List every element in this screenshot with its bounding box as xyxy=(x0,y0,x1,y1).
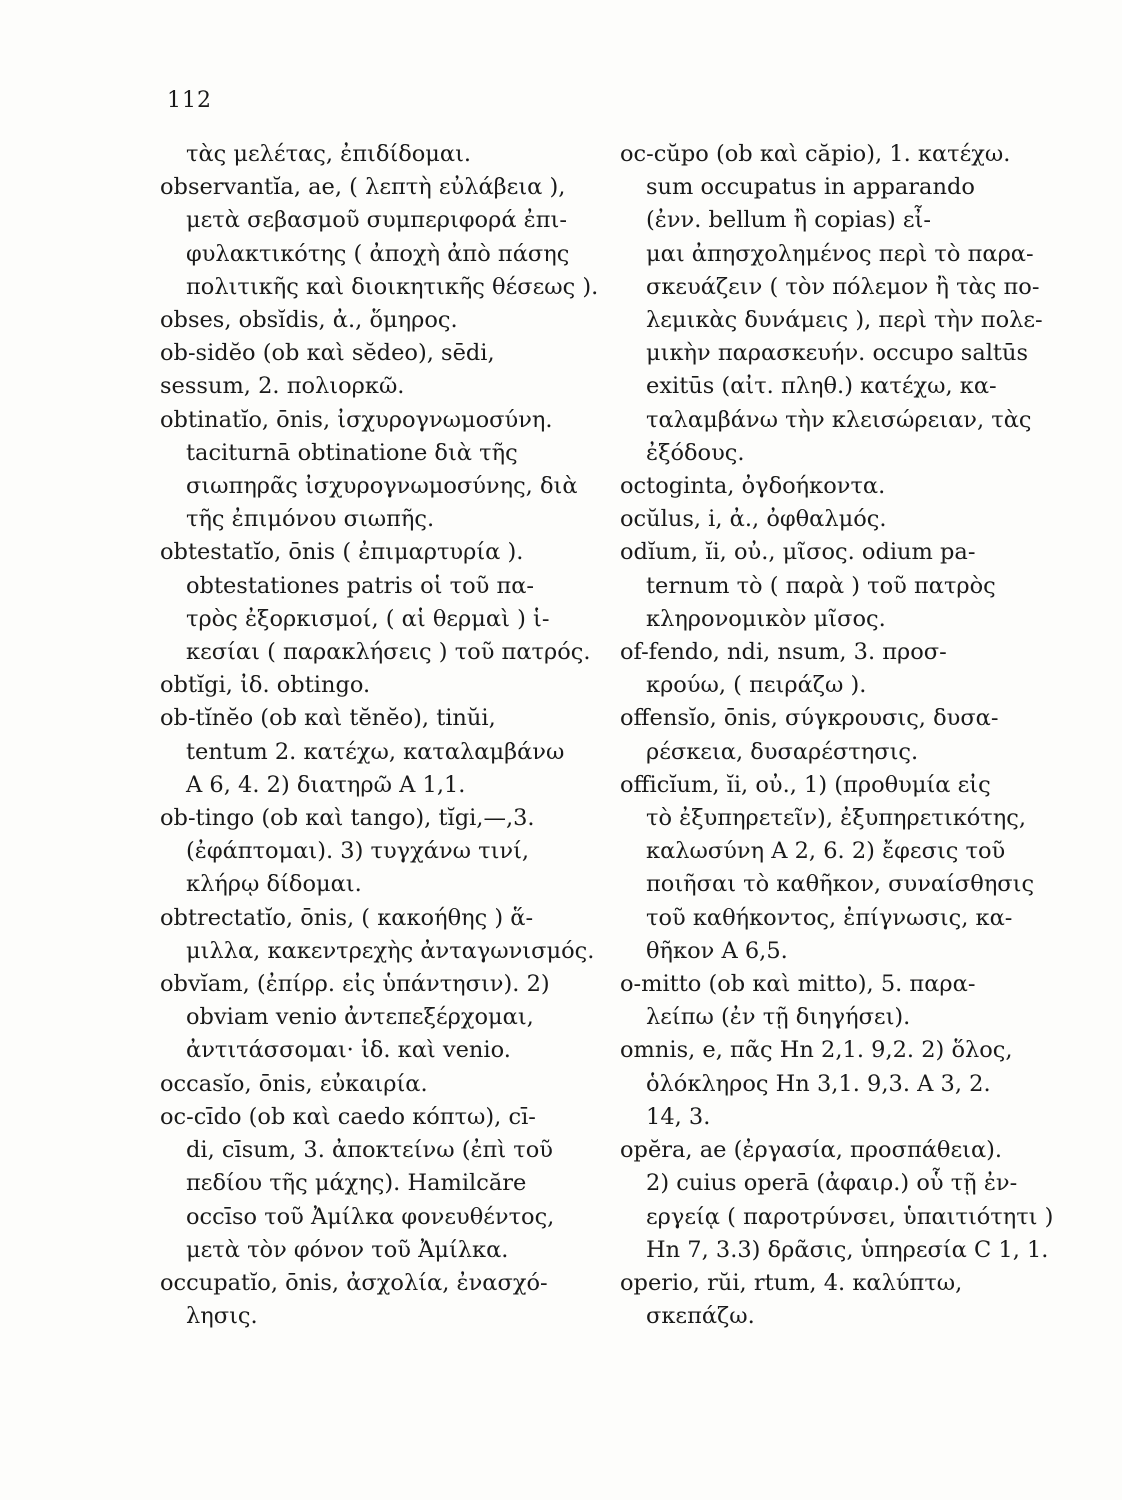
dictionary-line: A 6, 4. 2) διατηρῶ A 1,1. xyxy=(186,771,466,798)
dictionary-line: obtĭgi, ἰδ. obtingo. xyxy=(160,672,371,699)
dictionary-line: λείπω (ἐν τῇ διηγήσει). xyxy=(646,1004,911,1031)
dictionary-line: observantĭa, ae, ( λεπτὴ εὐλάβεια ), xyxy=(160,174,566,201)
dictionary-line: κλήρῳ δίδομαι. xyxy=(186,871,362,898)
dictionary-line: occīso τοῦ Ἀμίλκα φονευθέντος, xyxy=(186,1203,555,1230)
dictionary-line: ob-tĭnĕo (ob καὶ tĕnĕo), tinŭi, xyxy=(160,705,496,732)
dictionary-line: ὁλόκληρος Hn 3,1. 9,3. A 3, 2. xyxy=(646,1070,991,1097)
dictionary-line: ocŭlus, i, ἀ., ὀφθαλμός. xyxy=(620,506,887,533)
dictionary-line: κρούω, ( πειράζω ). xyxy=(646,672,867,699)
dictionary-line: occasĭo, ōnis, εὐκαιρία. xyxy=(160,1070,428,1097)
dictionary-line: operio, rŭi, rtum, 4. καλύπτω, xyxy=(620,1269,963,1296)
dictionary-line: μικὴν παρασκευήν. occupo saltūs xyxy=(646,340,1029,367)
dictionary-line: καλωσύνη A 2, 6. 2) ἔφεσις τοῦ xyxy=(646,838,1006,865)
dictionary-line: sessum, 2. πολιορκῶ. xyxy=(160,373,405,400)
dictionary-line: occupatĭo, ōnis, ἀσχολία, ἐνασχό- xyxy=(160,1269,548,1296)
dictionary-line: μαι ἀπησχολημένος περὶ τὸ παρα- xyxy=(646,240,1034,267)
dictionary-line: λεμικὰς δυνάμεις ), περὶ τὴν πολε- xyxy=(646,307,1043,334)
dictionary-line: di, cīsum, 3. ἀποκτείνω (ἐπὶ τοῦ xyxy=(186,1137,553,1164)
dictionary-line: ρέσκεια, δυσαρέστησις. xyxy=(646,738,919,765)
dictionary-line: μιλλα, κακεντρεχὴς ἀνταγωνισμός. xyxy=(186,937,595,964)
dictionary-line: μετὰ σεβασμοῦ συμπεριφορά ἐπι- xyxy=(186,207,567,234)
dictionary-line: obtestatĭo, ōnis ( ἐπιμαρτυρία ). xyxy=(160,539,524,566)
dictionary-line: τοῦ καθήκοντος, ἐπίγνωσις, κα- xyxy=(646,904,1013,931)
dictionary-line: σιωπηρᾶς ἰσχυρογνωμοσύνης, διὰ xyxy=(186,473,578,500)
dictionary-line: ποιῆσαι τὸ καθῆκον, συναίσθησις xyxy=(646,871,1035,898)
dictionary-line: opĕra, ae (ἐργασία, προσπάθεια). xyxy=(620,1137,1003,1164)
dictionary-line: ἐξόδους. xyxy=(646,439,745,466)
dictionary-line: πολιτικῆς καὶ διοικητικῆς θέσεως ). xyxy=(186,273,599,300)
dictionary-line: sum occupatus in apparando xyxy=(646,174,975,201)
dictionary-line: obviam venio ἀντεπεξέρχομαι, xyxy=(186,1004,534,1031)
dictionary-line: obvĭam, (ἐπίρρ. εἰς ὑπάντησιν). 2) xyxy=(160,971,550,998)
right-column xyxy=(620,138,1090,1333)
dictionary-line: ob-tingo (ob καὶ tango), tĭgi,—,3. xyxy=(160,805,535,832)
dictionary-line: 2) cuius operā (ἀφαιρ.) οὗ τῇ ἐν- xyxy=(646,1170,1018,1197)
dictionary-line: μετὰ τὸν φόνον τοῦ Ἀμίλκα. xyxy=(186,1236,509,1263)
dictionary-line: offensĭo, ōnis, σύγκρουσις, δυσα- xyxy=(620,705,999,732)
dictionary-line: obses, obsĭdis, ἀ., ὅμηρος. xyxy=(160,307,458,334)
dictionary-line: κεσίαι ( παρακλήσεις ) τοῦ πατρός. xyxy=(186,639,591,666)
dictionary-line: Hn 7, 3.3) δρᾶσις, ὑπηρεσία C 1, 1. xyxy=(646,1236,1049,1263)
dictionary-line: (ἐνν. bellum ἢ copias) εἶ- xyxy=(646,207,931,234)
dictionary-line: taciturnā obtinatione διὰ τῆς xyxy=(186,439,518,466)
dictionary-line: (ἐφάπτομαι). 3) τυγχάνω τινί, xyxy=(186,838,530,865)
dictionary-line: octoginta, ὀγδοήκοντα. xyxy=(620,473,886,500)
dictionary-line: oc-cŭpo (ob καὶ căpio), 1. κατέχω. xyxy=(620,141,1011,167)
dictionary-line: φυλακτικότης ( ἀποχὴ ἀπὸ πάσης xyxy=(186,240,570,267)
dictionary-line: omnis, e, πᾶς Hn 2,1. 9,2. 2) ὅλος, xyxy=(620,1037,1013,1064)
dictionary-line: oc-cīdo (ob καὶ caedo κόπτω), cī- xyxy=(160,1103,536,1130)
dictionary-line: κληρονομικὸν μῖσος. xyxy=(646,605,886,632)
dictionary-line: ternum τὸ ( παρὰ ) τοῦ πατρὸς xyxy=(646,572,996,599)
dictionary-line: σκευάζειν ( τὸν πόλεμον ἢ τὰς πο- xyxy=(646,273,1040,300)
dictionary-line: τὸ ἐξυπηρετεῖν), ἐξυπηρετικότης, xyxy=(646,805,1026,832)
dictionary-line: o-mitto (ob καὶ mitto), 5. παρα- xyxy=(620,971,976,998)
dictionary-line: exitūs (αἰτ. πληθ.) κατέχω, κα- xyxy=(646,373,997,400)
dictionary-line: πεδίου τῆς μάχης). Hamilcăre xyxy=(186,1170,527,1197)
dictionary-line: of-fendo, ndi, nsum, 3. προσ- xyxy=(620,639,947,666)
dictionary-line: λησις. xyxy=(186,1303,258,1330)
page-number: 112 xyxy=(167,88,212,113)
dictionary-line: officĭum, ĭi, οὐ., 1) (προθυμία εἰς xyxy=(620,771,991,798)
dictionary-line: obtinatĭo, ōnis, ἰσχυρογνωμοσύνη. xyxy=(160,406,553,433)
dictionary-line: obtestationes patris οἱ τοῦ πα- xyxy=(186,572,535,599)
dictionary-line: τρὸς ἐξορκισμοί, ( αἱ θερμαὶ ) ἱ- xyxy=(186,605,550,632)
dictionary-line: σκεπάζω. xyxy=(646,1303,755,1330)
dictionary-line: tentum 2. κατέχω, καταλαμβάνω xyxy=(186,738,565,765)
dictionary-line: θῆκον A 6,5. xyxy=(646,937,788,964)
dictionary-line: ταλαμβάνω τὴν κλεισώρειαν, τὰς xyxy=(646,406,1032,433)
left-column xyxy=(160,138,600,1333)
dictionary-line: ob-sidĕo (ob καὶ sĕdeo), sēdi, xyxy=(160,340,495,367)
dictionary-line: ἀντιτάσσομαι· ἰδ. καὶ venio. xyxy=(186,1037,511,1064)
dictionary-line: 14, 3. xyxy=(646,1103,711,1130)
dictionary-line: τὰς μελέτας, ἐπιδίδομαι. xyxy=(186,141,472,167)
dictionary-line: εργείᾳ ( παροτρύνσει, ὑπαιτιότητι ) xyxy=(646,1203,1054,1230)
dictionary-line: obtrectatĭo, ōnis, ( κακοήθης ) ἅ- xyxy=(160,904,534,931)
dictionary-line: τῆς ἐπιμόνου σιωπῆς. xyxy=(186,506,435,533)
dictionary-line: odĭum, ĭi, οὐ., μῖσος. odium pa- xyxy=(620,539,976,566)
